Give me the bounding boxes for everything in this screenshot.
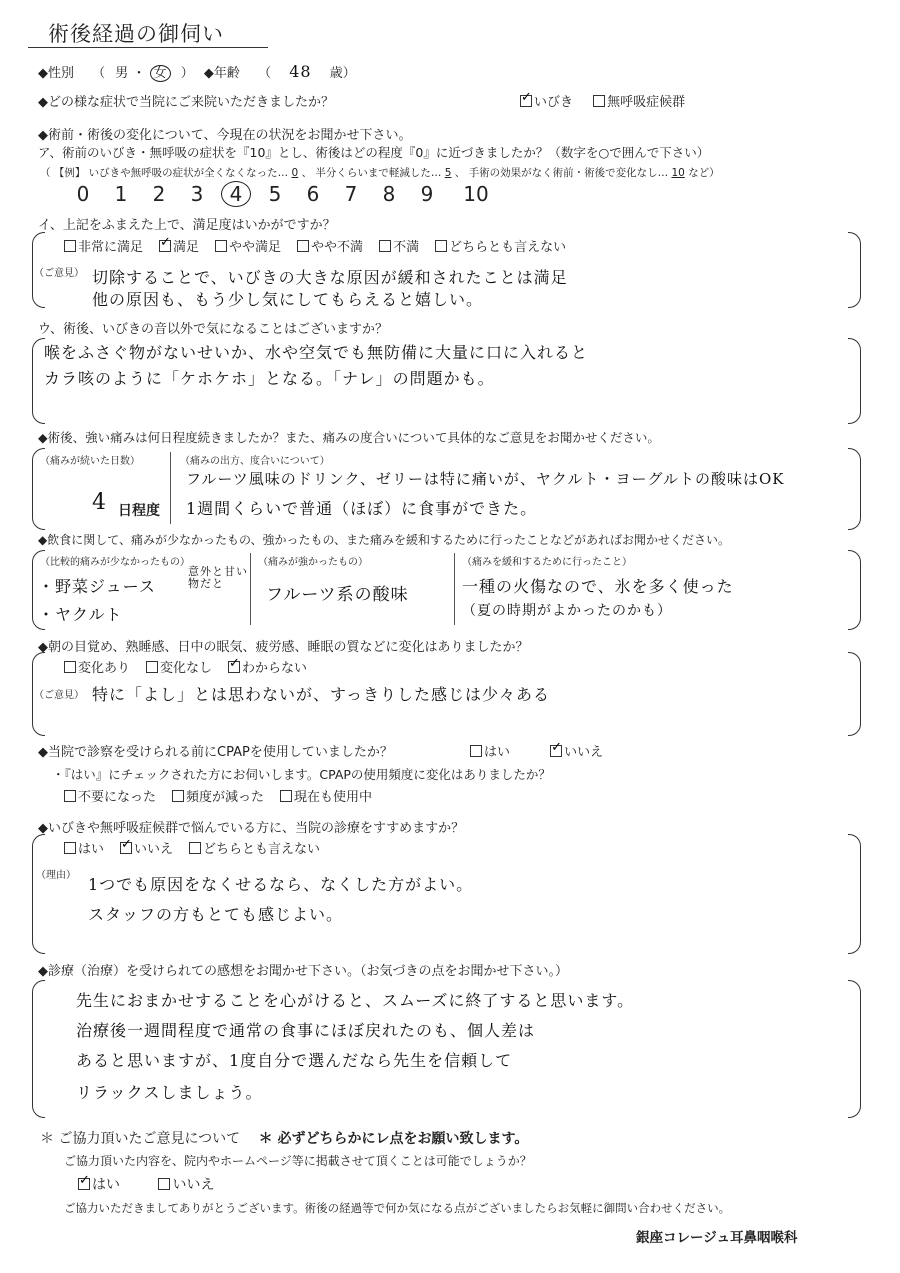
- cpap-no[interactable]: [550, 745, 603, 760]
- pain-degree-label: （痛みの出方、度合いについて）: [180, 456, 330, 467]
- checkbox-checked-icon[interactable]: [228, 661, 240, 673]
- scale-number-selected[interactable]: 4: [221, 181, 251, 207]
- checkbox-checked-icon[interactable]: [520, 95, 532, 107]
- bracket-right: [848, 338, 861, 424]
- sleep-option-label: 変化あり: [78, 661, 131, 676]
- satisfaction-option-1[interactable]: [159, 240, 199, 255]
- q-other: ウ、術後、いびきの音以外で気になることはございますか？: [38, 322, 388, 337]
- bracket-left: [32, 834, 45, 954]
- other-answer-1[interactable]: 喉をふさぐ物がないせいか、水や空気でも無防備に大量に口に入れると: [44, 343, 589, 362]
- age-unit: 歳）: [329, 66, 356, 81]
- food-divider-1: [250, 553, 251, 625]
- consent-options: [78, 1174, 230, 1194]
- checkbox-icon[interactable]: [146, 661, 158, 673]
- scale-number-9[interactable]: 9: [420, 182, 434, 206]
- cpap-options: [470, 741, 619, 760]
- checkbox-icon[interactable]: [593, 95, 605, 107]
- cpap-sub-option-label: 頻度が減った: [186, 790, 265, 805]
- example-5: 5: [444, 167, 452, 179]
- satisfaction-option-label: 非常に満足: [78, 240, 144, 255]
- satisfaction-option-label: どちらとも言えない: [449, 240, 567, 255]
- symptom-opt-snoring[interactable]: [520, 95, 573, 110]
- impression-line-3[interactable]: あると思いますが、1度自分で選んだなら先生を信頼して: [76, 1051, 513, 1070]
- checkbox-icon[interactable]: [64, 661, 76, 673]
- scale-number-1[interactable]: 1: [114, 182, 128, 206]
- symptom-opt-label: 無呼吸症候群: [607, 95, 686, 110]
- checkbox-icon[interactable]: [435, 240, 447, 252]
- scale-number-5[interactable]: 5: [268, 182, 282, 206]
- sex-male[interactable]: 男: [115, 66, 129, 81]
- consent-no-label: いいえ: [172, 1177, 215, 1193]
- bracket-right: [848, 652, 861, 736]
- q-pain: ◆術後、強い痛みは何日程度続きましたか？また、痛みの度合いについて具体的なご意見をお聞かせください。: [38, 430, 660, 445]
- satisfaction-option-0[interactable]: [64, 240, 143, 255]
- q-sleep: ◆朝の目覚め、熟睡感、日中の眠気、疲労感、睡眠の質などに変化はありましたか？: [38, 640, 529, 655]
- impression-line-4[interactable]: リラックスしましょう。: [76, 1083, 263, 1102]
- checkbox-icon[interactable]: [297, 240, 309, 252]
- checkbox-icon[interactable]: [64, 842, 76, 854]
- sex-female-circled[interactable]: 女: [150, 65, 171, 82]
- scale-number-3[interactable]: 3: [190, 182, 204, 206]
- satisfaction-option-3[interactable]: [297, 240, 363, 255]
- consent-yes-label: はい: [92, 1177, 120, 1193]
- satisfaction-option-label: やや不満: [311, 240, 364, 255]
- sleep-options: [64, 657, 323, 676]
- page-title: 術後経過の御伺い: [48, 22, 224, 46]
- satisfaction-options: [64, 236, 582, 255]
- bracket-right: [848, 232, 861, 308]
- pain-days-value[interactable]: 4: [92, 490, 107, 515]
- clinic-name: 銀座コレージュ耳鼻咽喉科: [636, 1230, 798, 1246]
- symptom-opt-label: いびき: [534, 95, 574, 110]
- cpap-sub-option-label: 不要になった: [78, 790, 157, 805]
- footer-thanks: ご協力いただきましてありがとうございます。術後の経過等で何か気になる点がございましたらお気軽に御問い合わせください。: [64, 1201, 731, 1215]
- recommend-option-1[interactable]: [120, 842, 173, 857]
- recommend-answer-1[interactable]: 1つでも原因をなくせるなら、なくした方がよい。: [88, 875, 474, 894]
- change-scale: [64, 181, 506, 207]
- q-satisfaction: イ、上記をふまえた上で、満足度はいかがですか？: [38, 218, 336, 233]
- sleep-option-2[interactable]: [228, 661, 307, 676]
- change-example: [40, 165, 720, 180]
- food-less-2[interactable]: ・ヤクルト: [38, 605, 123, 624]
- example-suffix: など）: [688, 167, 720, 179]
- recommend-option-label: どちらとも言えない: [203, 842, 321, 857]
- symptom-options: [520, 91, 701, 110]
- scale-number-7[interactable]: 7: [344, 182, 358, 206]
- consent-no[interactable]: [158, 1177, 214, 1193]
- food-strong-answer[interactable]: フルーツ系の酸味: [266, 585, 409, 605]
- checkbox-icon[interactable]: [280, 790, 292, 802]
- satisfaction-option-5[interactable]: [435, 240, 566, 255]
- q-change: ◆術前・術後の変化について、今現在の状況をお聞かせ下さい。: [38, 128, 412, 143]
- satisfaction-answer-2[interactable]: 他の原因も、もう少し気にしてもらえると嬉しい。: [92, 290, 484, 309]
- satisfaction-option-label: やや満足: [229, 240, 282, 255]
- food-relief-2[interactable]: （夏の時期がよかったのかも）: [462, 603, 672, 619]
- cpap-no-label: いいえ: [564, 745, 604, 760]
- pain-divider: [170, 452, 171, 524]
- sleep-answer[interactable]: 特に「よし」とは思わないが、すっきりした感じは少々ある: [92, 685, 551, 704]
- pain-answer-2[interactable]: 1週間くらいで普通（ほぼ）に食事ができた。: [186, 499, 538, 518]
- sex-dot: ・: [132, 66, 146, 81]
- q-change-a: ア、術前のいびき・無呼吸の症状を『10』とし、術後はどの程度『0』に近づきましたか？（数字を○で囲んで下さい）: [38, 145, 710, 160]
- recommend-option-label: いいえ: [134, 842, 174, 857]
- sleep-option-label: 変化なし: [160, 661, 213, 676]
- satisfaction-option-label: 不満: [393, 240, 420, 255]
- q-impression: ◆診療（治療）を受けられての感想をお聞かせ下さい。（お気づきの点をお聞かせ下さい。）: [38, 964, 568, 979]
- q-cpap-sub: ・『はい』にチェックされた方にお伺いします。CPAPの使用頻度に変化はありましたか？: [52, 767, 551, 782]
- sex-open: （: [92, 66, 106, 81]
- bracket-right: [848, 550, 861, 630]
- scale-number-0[interactable]: 0: [76, 182, 90, 206]
- food-strong-label: （痛みが強かったもの）: [258, 557, 368, 568]
- checkbox-icon[interactable]: [158, 1178, 170, 1190]
- food-relief-label: （痛みを緩和するために行ったこと）: [462, 557, 632, 568]
- cpap-sub-options: [64, 786, 388, 805]
- age-value[interactable]: 48: [289, 62, 312, 81]
- cpap-sub-option-2[interactable]: [280, 790, 372, 805]
- cpap-sub-option-1[interactable]: [172, 790, 264, 805]
- checkbox-checked-icon[interactable]: [78, 1178, 90, 1190]
- consent-question: ご協力頂いた内容を、院内やホームページ等に掲載させて頂くことは可能でしょうか？: [64, 1154, 532, 1168]
- symptom-opt-apnea[interactable]: [593, 95, 685, 110]
- checkbox-icon[interactable]: [64, 790, 76, 802]
- opinion-label: （ご意見）: [34, 268, 84, 279]
- profile-row: [38, 62, 356, 81]
- bracket-right: [848, 834, 861, 954]
- age-open: （: [258, 66, 272, 81]
- sleep-option-0[interactable]: [64, 661, 130, 676]
- checkbox-icon[interactable]: [172, 790, 184, 802]
- food-less-label: （比較的痛みが少なかったもの）: [40, 557, 190, 568]
- consent-yes[interactable]: [78, 1177, 120, 1193]
- recommend-answer-2[interactable]: スタッフの方もとても感じよい。: [88, 905, 344, 924]
- recommend-options: [64, 838, 336, 857]
- other-answer-2[interactable]: カラ咳のように「ケホケホ」となる。「ナレ」の問題かも。: [44, 369, 495, 388]
- recommend-option-2[interactable]: [189, 842, 320, 857]
- sex-close: ）: [180, 66, 194, 81]
- scale-number-6[interactable]: 6: [306, 182, 320, 206]
- recommend-option-0[interactable]: [64, 842, 104, 857]
- cpap-yes-label: はい: [484, 745, 511, 760]
- age-label: ◆年齢: [203, 66, 240, 81]
- pain-days-label: （痛みが続いた日数）: [40, 456, 140, 467]
- checkbox-icon[interactable]: [189, 842, 201, 854]
- q-symptom: ◆どの様な症状で当院にご来院いただきましたか？: [38, 95, 334, 110]
- food-less-1[interactable]: ・野菜ジュース: [38, 577, 156, 596]
- q-cpap: ◆当院で診察を受けられる前にCPAPを使用していましたか？: [38, 745, 393, 760]
- satisfaction-option-2[interactable]: [215, 240, 281, 255]
- bracket-right: [848, 448, 861, 530]
- sleep-option-1[interactable]: [146, 661, 212, 676]
- checkbox-icon[interactable]: [379, 240, 391, 252]
- cpap-yes[interactable]: [470, 745, 510, 760]
- checkbox-icon[interactable]: [470, 745, 482, 757]
- recommend-reason-label: （理由）: [36, 870, 76, 881]
- checkbox-icon[interactable]: [64, 240, 76, 252]
- example-0: 0: [291, 167, 299, 179]
- consent-heading-left: ＊ ご協力頂いたご意見について: [40, 1131, 241, 1147]
- sleep-option-label: わからない: [242, 661, 308, 676]
- satisfaction-option-label: 満足: [173, 240, 200, 255]
- consent-heading-right: ＊ 必ずどちらかにレ点をお願い致します。: [258, 1131, 529, 1147]
- title-underline: [28, 47, 268, 48]
- bracket-left: [32, 980, 45, 1118]
- food-divider-2: [454, 553, 455, 625]
- scale-number-2[interactable]: 2: [152, 182, 166, 206]
- checkbox-checked-icon[interactable]: [120, 842, 132, 854]
- example-mid2: 、 手術の効果がなく術前・術後で変化なし…: [454, 167, 669, 179]
- cpap-sub-option-0[interactable]: [64, 790, 156, 805]
- cpap-sub-option-label: 現在も使用中: [294, 790, 373, 805]
- sex-label: ◆性別: [38, 66, 74, 81]
- example-10: 10: [671, 167, 685, 179]
- bracket-right: [848, 980, 861, 1118]
- pain-days-unit: 日程度: [118, 503, 160, 519]
- scale-number-8[interactable]: 8: [382, 182, 396, 206]
- checkbox-checked-icon[interactable]: [550, 745, 562, 757]
- sleep-opinion-label: （ご意見）: [34, 690, 84, 701]
- impression-line-2[interactable]: 治療後一週間程度で通常の食事にほぼ戻れたのも、個人差は: [76, 1021, 536, 1040]
- food-less-note[interactable]: 意外と甘い物だと: [188, 565, 248, 590]
- example-mid1: 、 半分くらいまで軽減した…: [301, 167, 442, 179]
- scale-number-10[interactable]: 10: [463, 182, 489, 206]
- checkbox-icon[interactable]: [215, 240, 227, 252]
- checkbox-checked-icon[interactable]: [159, 240, 171, 252]
- satisfaction-option-4[interactable]: [379, 240, 419, 255]
- pain-answer-1[interactable]: フルーツ風味のドリンク、ゼリーは特に痛いが、ヤクルト・ヨーグルトの酸味はOK: [186, 470, 785, 488]
- example-open: （: [40, 167, 51, 179]
- satisfaction-answer-1[interactable]: 切除することで、いびきの大きな原因が緩和されたことは満足: [92, 268, 568, 287]
- example-prefix: 【例】 いびきや無呼吸の症状が全くなくなった…: [53, 167, 289, 179]
- recommend-option-label: はい: [78, 842, 105, 857]
- q-recommend: ◆いびきや無呼吸症候群で悩んでいる方に、当院の診療をすすめますか？: [38, 821, 465, 836]
- food-relief-1[interactable]: 一種の火傷なので、氷を多く使った: [462, 577, 734, 596]
- q-food: ◆飲食に関して、痛みが少なかったもの、強かったもの、また痛みを緩和するために行ったことなどがあればお聞かせください。: [38, 533, 731, 547]
- consent-heading: [40, 1128, 528, 1148]
- impression-line-1[interactable]: 先生におまかせすることを心がけると、スムーズに終了すると思います。: [76, 991, 635, 1010]
